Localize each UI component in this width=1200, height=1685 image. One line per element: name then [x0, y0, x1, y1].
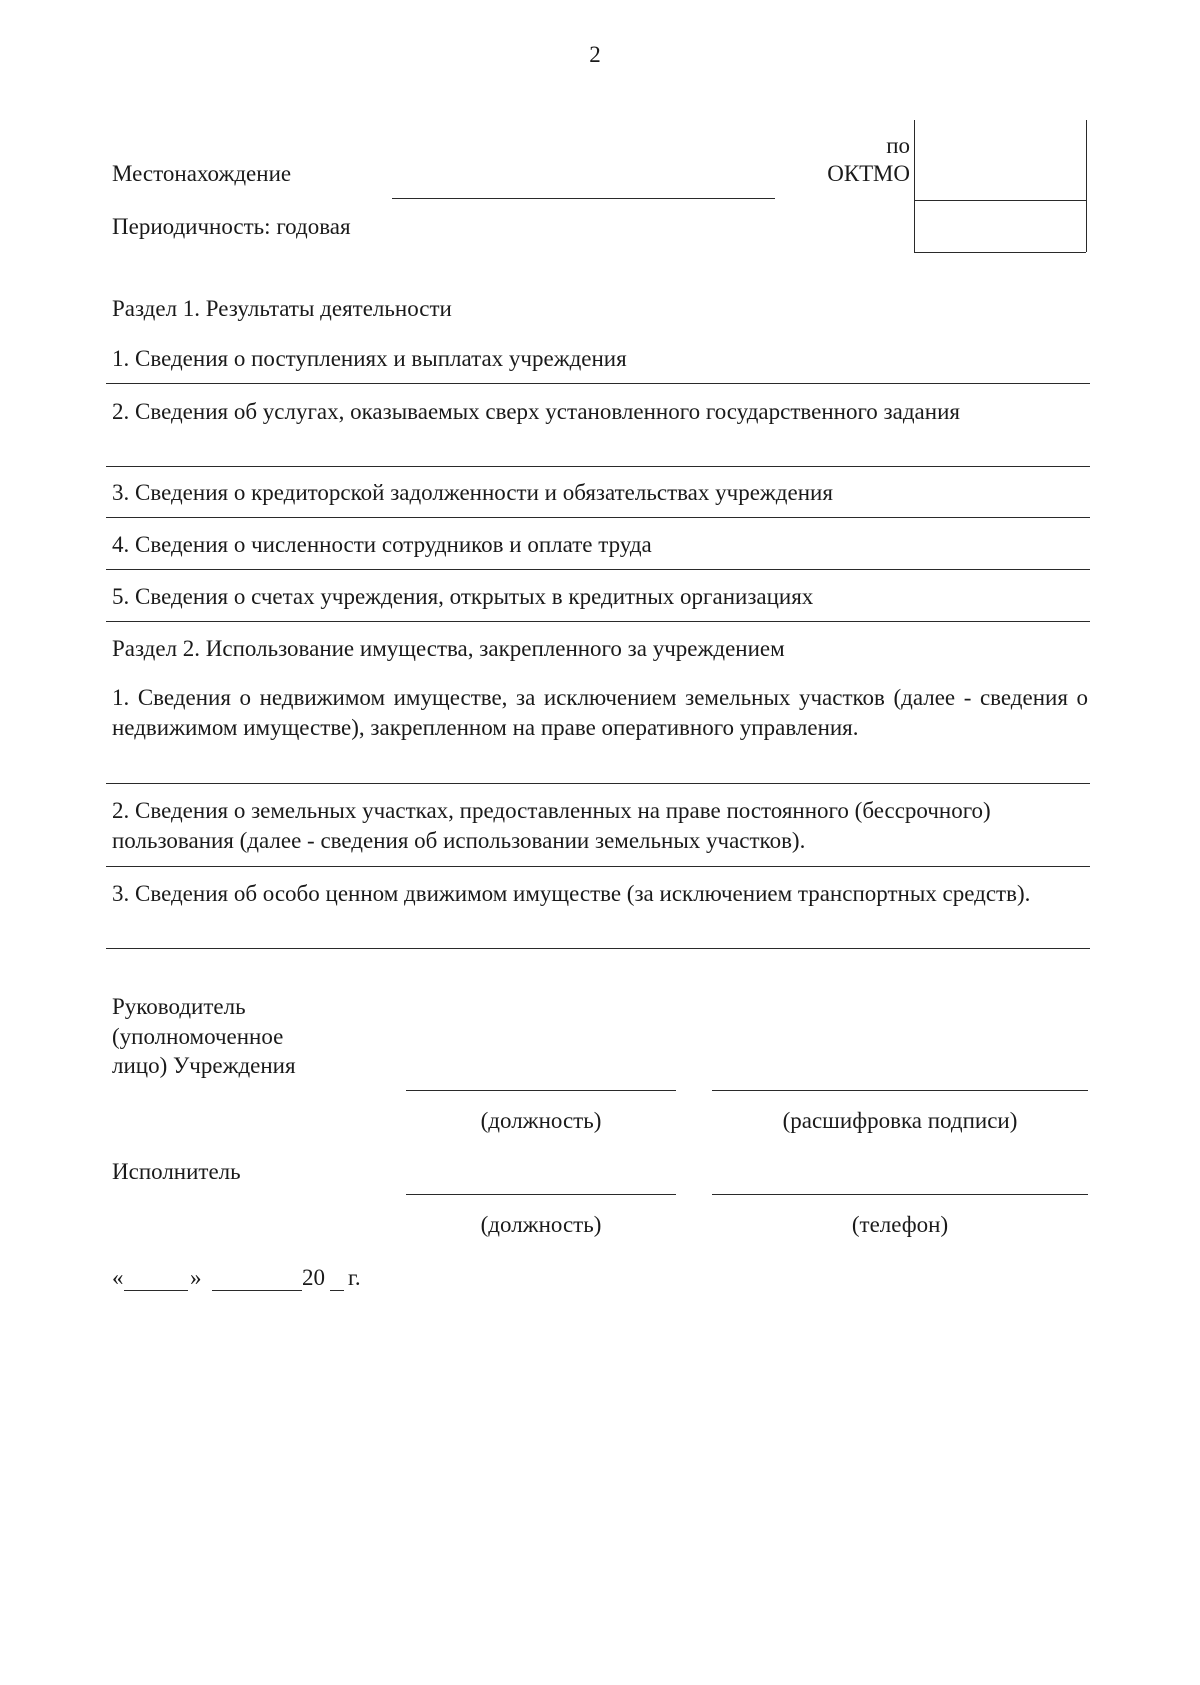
section1-divider-5	[106, 621, 1090, 622]
page-number: 2	[589, 42, 601, 67]
date-open-quote: «	[112, 1265, 124, 1290]
head-label-line-1: Руководитель	[112, 994, 246, 1019]
okmo-label: ОКТМО	[827, 161, 910, 186]
code-box-bottom-border	[914, 252, 1086, 253]
code-box-divider	[914, 200, 1086, 201]
section2-title: Раздел 2. Использование имущества, закрепленного за учреждением	[112, 636, 785, 661]
section1-item-5[interactable]: 5. Сведения о счетах учреждения, открытых в кредитных организациях	[112, 584, 814, 609]
date-month-line[interactable]	[212, 1290, 302, 1291]
section1-item-3[interactable]: 3. Сведения о кредиторской задолженности и обязательствах учреждения	[112, 480, 833, 505]
section2-divider-2	[106, 866, 1090, 867]
executor-position-caption: (должность)	[480, 1212, 602, 1237]
periodicity-code-cell[interactable]	[916, 203, 1084, 250]
section1-divider-4	[106, 569, 1090, 570]
date-suffix: г.	[348, 1265, 361, 1290]
section1-divider-3	[106, 517, 1090, 518]
head-position-line[interactable]	[406, 1090, 676, 1091]
section2-divider-3	[106, 948, 1090, 949]
section1-divider-2	[106, 466, 1090, 467]
date-year-prefix: 20	[302, 1265, 325, 1290]
head-label-line-3: лицо) Учреждения	[112, 1053, 296, 1078]
head-label-line-2: (уполномоченное	[112, 1024, 284, 1049]
section1-divider-1	[106, 383, 1090, 384]
executor-position-line[interactable]	[406, 1194, 676, 1195]
location-field-line[interactable]	[392, 198, 775, 199]
date-year-line[interactable]	[330, 1290, 344, 1291]
head-position-caption: (должность)	[480, 1108, 602, 1133]
date-close-quote: »	[190, 1265, 202, 1290]
head-decoding-line[interactable]	[712, 1090, 1088, 1091]
section2-divider-1	[106, 783, 1090, 784]
section1-item-2[interactable]: 2. Сведения об услугах, оказываемых сверх установленного государственного задания	[112, 399, 960, 424]
section1-title: Раздел 1. Результаты деятельности	[112, 296, 452, 321]
code-box-left-border	[914, 120, 915, 252]
head-decoding-caption: (расшифровка подписи)	[782, 1108, 1018, 1133]
section2-item-3[interactable]: 3. Сведения об особо ценном движимом имуществе (за исключением транспортных средств).	[112, 881, 1031, 906]
executor-phone-caption: (телефон)	[851, 1212, 949, 1237]
section2-item-1[interactable]: 1. Сведения о недвижимом имуществе, за исключением земельных участков (далее - сведения о недвижимом имуществе), закрепленном на праве оперативного управления.	[112, 685, 1088, 740]
periodicity-label: Периодичность: годовая	[112, 214, 351, 239]
date-day-line[interactable]	[124, 1290, 188, 1291]
location-label: Местонахождение	[112, 161, 292, 186]
section2-item-2[interactable]: 2. Сведения о земельных участках, предоставленных на праве постоянного (бессрочного) пользования (далее - сведения об использовании земельных участков).	[112, 798, 991, 853]
okmo-prefix: по	[886, 133, 910, 158]
code-box-right-border	[1086, 120, 1087, 252]
executor-label: Исполнитель	[112, 1159, 241, 1184]
section1-item-4[interactable]: 4. Сведения о численности сотрудников и оплате труда	[112, 532, 652, 557]
section1-item-1[interactable]: 1. Сведения о поступлениях и выплатах учреждения	[112, 346, 627, 371]
okmo-code-cell[interactable]	[916, 122, 1084, 198]
executor-phone-line[interactable]	[712, 1194, 1088, 1195]
